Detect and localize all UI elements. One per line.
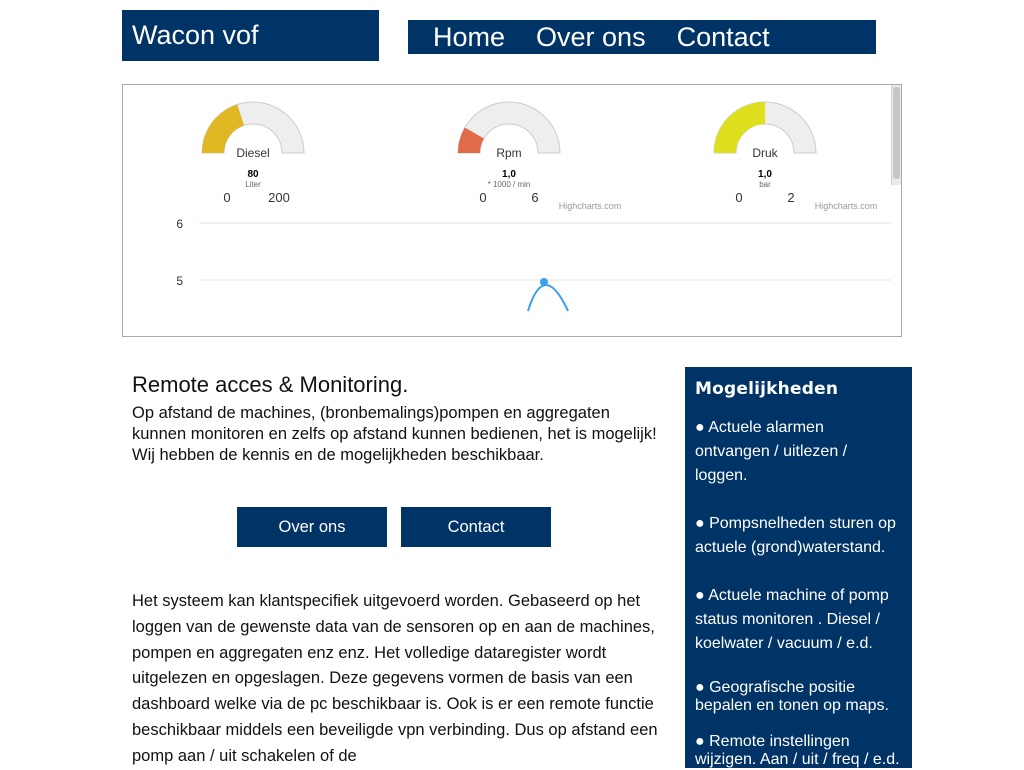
dashboard-chart [123, 85, 901, 336]
gauge-value: 80 [247, 169, 259, 180]
contact-button[interactable]: Contact [401, 507, 551, 547]
gauge-label: Druk [752, 146, 778, 160]
series-line [528, 285, 568, 311]
gauge-max-label: 6 [531, 190, 539, 205]
highcharts-credit[interactable]: Highcharts.com [814, 201, 878, 211]
gauge-rpm [458, 102, 621, 211]
main-nav [408, 20, 876, 54]
gauge-max-label: 200 [268, 190, 290, 205]
gauge-value: 1,0 [758, 169, 772, 180]
list-item: ● Geografische positie bepalen en tonen op maps. [695, 679, 889, 714]
nav-home[interactable]: Home [433, 22, 506, 52]
gauge-min-label: 0 [479, 190, 487, 205]
gauge-min-label: 0 [735, 190, 743, 205]
list-item: ● Actuele machine of pomp status monitoren . Diesel / koelwater / vacuum / e.d. [695, 587, 889, 652]
over-ons-button[interactable]: Over ons [237, 507, 387, 547]
logo-text: Wacon vof [132, 20, 259, 50]
gauge-diesel [202, 102, 304, 205]
data-point[interactable] [540, 278, 548, 286]
dashboard-frame [122, 84, 902, 337]
line-chart [176, 217, 891, 311]
sidebar-title: Mogelijkheden [695, 379, 839, 399]
site-logo[interactable] [122, 10, 379, 61]
intro-text: Op afstand de machines, (bronbemalings)pompen en aggregaten kunnen monitoren en zelfs op afstand kunnen bedienen, het is mogelijk! Wij hebben de kennis en de mogelijkheden beschikbaar. [132, 404, 657, 464]
highcharts-credit[interactable]: Highcharts.com [558, 201, 622, 211]
sidebar-mogelijkheden [685, 367, 912, 768]
y-tick-label: 5 [176, 274, 183, 288]
list-item: ● Pompsnelheden sturen op actuele (grond)waterstand. [695, 515, 896, 556]
nav-contact[interactable]: Contact [676, 22, 770, 52]
gauge-unit: Liter [245, 180, 261, 189]
list-item: ● Remote instellingen wijzigen. Aan / uit / freq / e.d. [695, 733, 900, 768]
gauge-unit: bar [759, 180, 771, 189]
nav-over-ons[interactable]: Over ons [536, 22, 646, 52]
gauge-min-label: 0 [223, 190, 231, 205]
gauge-value: 1,0 [502, 169, 516, 180]
scrollbar-thumb[interactable] [893, 87, 900, 179]
body-text: Het systeem kan klantspecifiek uitgevoerd worden. Gebaseerd op het loggen van de gewenste data van de sensoren op en aan de machines, pompen en aggregaten enz enz. Het volledige dataregister wordt uitgelezen en opgeslagen. Deze gegevens vormen de basis van een dashboard welke via de pc beschikbaar is. Ook is er een remote functie beschikbaar middels een beveiligde vpn verbinding. Dus op afstand een pomp aan / uit schakelen of de [132, 592, 658, 765]
page-title: Remote acces & Monitoring. [132, 372, 409, 397]
gauge-label: Rpm [496, 146, 522, 160]
list-item: ● Actuele alarmen ontvangen / uitlezen / loggen. [695, 419, 848, 484]
gauge-unit: * 1000 / min [487, 180, 531, 189]
scrollbar[interactable] [891, 85, 901, 185]
gauge-druk [714, 102, 877, 211]
feature-list [695, 416, 902, 768]
gauge-label: Diesel [236, 146, 270, 160]
y-tick-label: 6 [176, 217, 183, 231]
gauge-max-label: 2 [787, 190, 795, 205]
